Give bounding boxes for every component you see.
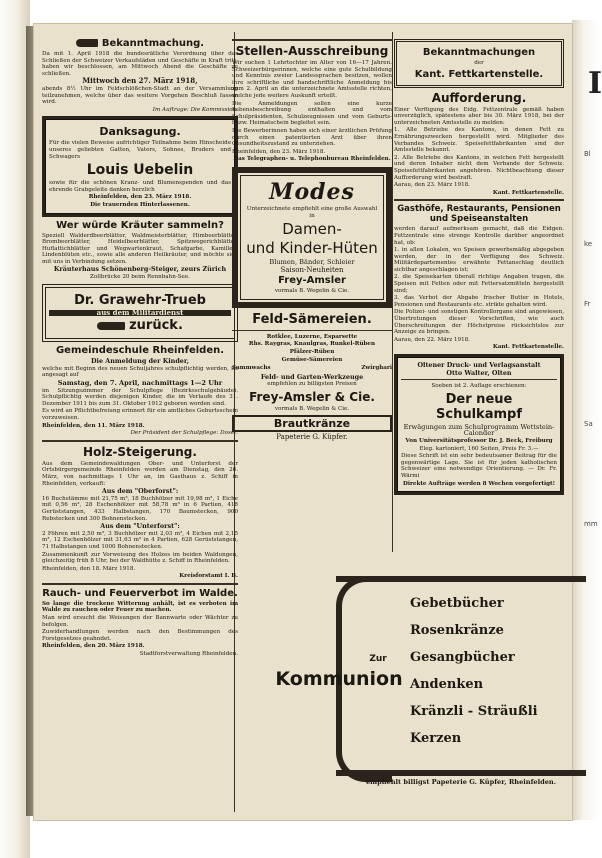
ad-holz-steigerung <box>42 445 238 580</box>
doctor-name: Dr. Grawehr-Trueb <box>74 292 206 308</box>
ad-danksagung <box>42 116 238 216</box>
ad-firm-sub: vormals B. Wegelin & Cie. <box>274 288 350 295</box>
ad-date-line: Samstag, den 7. April, nachmittags 1—2 Uhr <box>57 379 223 388</box>
ad-body: Da mit 1. April 1918 die bundesrätliche Verordnung über das Schließen der Schweizer Verkaufsläden und Geschäfte in Kraft tritt, haben wir beschlossen, am Mittwoch Abend die Geschäfte zu schließen. <box>42 51 238 77</box>
ad-body: Die Anmeldungen sollen eine kurze Lebensbeschreibung enthalten und vom Schulpräsidenten, Schulzeugnissen und vom Geburts- bezw. Heimatschein begleitet sein. <box>232 100 392 127</box>
ad-kommunion <box>242 564 564 804</box>
kommunion-zur: Zur <box>369 654 387 664</box>
ad-signature: Kreisforstamt I. B. <box>179 573 238 580</box>
ad-line: Rotklee, Luzerne, Esparsette <box>266 333 358 340</box>
ad-place-date: Rheinfelden, den 20. März 1918. <box>42 643 145 650</box>
book-author: Von Universitätsprofessor Dr. J. Beck, Freiburg <box>405 437 553 444</box>
ad-subtitle: aus dem Militärdienst <box>49 310 231 317</box>
ad-list-item: 1. in allen Lokalen, wo Speisen gewerbsmäßig abgegeben werden, der in der Verfügung des Schweiz. Militärdepartementes erwähnte Fettanschlag deutlich sichtbar angeschlagen ist; <box>394 247 564 273</box>
ad-list: 16 Buchstämme mit 21,75 m³, 18 Buchhölzer mit 19,98 m³, 1 Eiche mit 0,56 m³, 28 Eschenhölzer mit 58,78 m³ in 6 Partien, 418 Gerüststangen, 433 Halbstangen, 170 Baumstecken, 900 Rebstecken und 300 Bohnenstecken. <box>42 495 238 522</box>
ad-fettkartenstelle-header <box>394 39 564 88</box>
ad-stellen <box>232 44 392 163</box>
ad-body: sowie für die schönen Kranz- und Blumenspenden und das ehrende Grabgeleite danken herzlich <box>49 180 231 193</box>
ad-body: welche mit Beginn des neuen Schuljahres schulpflichtig werden, ist angesagt auf <box>42 365 238 379</box>
ad-title: Gemeindeschule Rheinfelden. <box>55 345 225 357</box>
ad-firm: Frey-Amsler <box>278 275 346 287</box>
ad-title: Brautkränze <box>232 415 392 432</box>
ad-kraeuter <box>42 220 238 281</box>
ad-line: Feld- und Garten-Werkzeuge <box>260 372 364 381</box>
kommunion-item: Gebetbücher <box>410 596 504 611</box>
ad-list-item: 1. Alle Betriebe des Kantons, in denen Fett zu Ernährungszwecken hergestellt wird. Mitglieder des Verbandes Schweiz. Speisefettfabrikanten sind der Amtsstelle bekannt. <box>394 127 564 154</box>
ad-brautkraenze <box>232 415 392 441</box>
side-fragment: ke <box>584 240 593 248</box>
ad-title: Stellen-Ausschreibung <box>235 44 389 58</box>
ad-subtitle: Aus dem "Oberforst": <box>101 487 179 496</box>
ad-title: Wer würde Kräuter sammeln? <box>56 219 224 231</box>
ad-footer: Direkte Aufträge werden 8 Wochen vorgefertigt! <box>402 480 556 487</box>
ad-body: So lange die trockene Witterung anhält, ist es verboten im Walde zu rauchen oder Feuer zu machen. <box>42 600 238 614</box>
ad-feld-saemereien <box>232 312 392 413</box>
ad-rauchverbot <box>42 588 238 658</box>
ad-body: abends 8½ Uhr im Feldschlößchen-Stadt an der Versammlung teilzunehmen, welche über das weitere Vorgehen Beschluß fassen wird. <box>42 85 238 106</box>
ad-headline: und Kinder-Hüten <box>246 239 378 258</box>
ad-date-line: Mittwoch den 27. März 1918, <box>82 76 198 86</box>
ad-firm-sub: vormals B. Wegelin & Cie. <box>274 406 350 413</box>
kommunion-footer: empfiehlt billigst Papeterie G. Küpfer, Rheinfelden. <box>365 778 557 786</box>
ad-schulkampf <box>394 354 564 495</box>
kommunion-item: Rosenkränze <box>410 623 504 638</box>
ad-items: Blumen, Bänder, Schleier <box>269 258 355 267</box>
ad-title: der <box>474 60 484 66</box>
ad-place-date: Rheinfelden, den 11. März 1918. <box>42 422 145 429</box>
ad-line: Sammwachs <box>232 365 271 372</box>
ad-signature: Kant. Fettkartenstelle. <box>492 344 564 351</box>
next-page-title: I <box>588 66 602 101</box>
deceased-name: Louis Uebelin <box>86 162 194 179</box>
ad-line: Pfälzer-Rüben <box>289 349 335 356</box>
column-rule <box>392 32 393 552</box>
ad-firm: Oltener Druck- und Verlagsanstalt <box>417 361 541 369</box>
kommunion-items <box>410 590 560 752</box>
ad-subtitle: Unterzeichnete empfiehlt eine große Auswahl in <box>246 205 378 219</box>
ad-line: Rhs. Raygras, Knaulgras, Runkel-Rüben <box>248 341 376 348</box>
ad-firm: Otto Walter, Olten <box>446 368 512 377</box>
ad-signature: Das Telegraphen- u. Telephonbureau Rheinfelden. <box>233 156 391 163</box>
side-fragment: Fr <box>584 300 591 308</box>
ad-title: Feld-Sämereien. <box>252 311 372 327</box>
ad-grawehr <box>42 284 238 343</box>
ad-line: Zwirghari <box>361 365 392 372</box>
ad-season: Saison-Neuheiten <box>280 265 344 274</box>
ad-list: 2 Föhren mit 2,50 m³, 3 Buchhölzer mit 2,03 m³, 4 Eichen mit 2,15 m³, 12 Eschenhölzer mit 31,63 m³ in 4 Partien, 628 Gerüststangen, 71 Halbstangen und 1000 Bohnenstecken. <box>42 530 238 550</box>
ad-signature: Stadtforstverwaltung Rheinfelden. <box>139 651 238 658</box>
ad-title: Rauch- und Feuerverbot im Walde. <box>42 587 238 599</box>
ad-place-date: Aarau, den 23. März 1918. <box>394 182 470 189</box>
column-middle <box>232 36 392 596</box>
ad-list-item: 2. Alle Betriebe des Kantons, in welchen Fett hergestellt und deren Inhaber nicht dem Verbande der Schweiz. Speisefettfabrikanten angehören. Nichtbeachtung dieser Aufforderung wird bestraft. <box>394 154 564 181</box>
ad-note: Zollbrücke 20 beim Rennbahn-See. <box>90 274 190 281</box>
kommunion-item: Kränzli - Sträußli <box>410 704 538 719</box>
ad-body: Speziell Walderdbeerblätter, Waldmeisterblätter, Himbeerblätter, Brombeerblätter, Heidelbeerblätter, Spitzwegerichblätter, Huflattichblätter und Wegwartenkraut, Schafgarbe, Kamillen, Lindenblüten etc., sowie alle anderen Heilkräuter, und möchte sich mit uns in Verbindung setzen. <box>42 232 238 265</box>
ad-place-date: Aarau, den 22. März 1918. <box>394 336 470 343</box>
book-subtitle: Erwägungen zum Schulprogramm Wettstein-Calonder <box>403 422 555 438</box>
ad-body: Zuwiderhandlungen werden nach den Bestimmungen des Forstgesetzes geahndet. <box>42 629 238 642</box>
ad-headline: Damen- <box>282 220 342 239</box>
ad-subtitle: Aus dem "Unterforst": <box>100 522 180 531</box>
ad-list-item: 3. das Verbot der Abgabe frischer Butter in Hotels, Pensionen und Restaurants etc. strikte gehalten wird. <box>394 295 564 308</box>
ad-title: Bekanntmachungen <box>422 47 536 58</box>
ad-return-word: zurück. <box>129 318 183 334</box>
ad-signature: Im Auftrage: Die Kommission. <box>152 106 238 113</box>
ad-line: Gemüse-Sämereien <box>281 356 343 363</box>
book-title: Der neue Schulkampf <box>436 391 522 422</box>
column-left <box>42 36 238 816</box>
bracket-bottom <box>336 770 586 776</box>
ad-place-date: Rheinfelden, den 18. März 1918. <box>42 565 136 572</box>
ad-heading: Aufforderung. <box>431 90 527 105</box>
ad-title: Bekanntmachung. <box>101 38 205 49</box>
ad-note: Soeben ist 2. Auflage erschienen: <box>431 383 527 390</box>
ad-body: werden darauf aufmerksam gemacht, daß die Eidgen. Fettzentrale eine strenge Kontrolle darüber angeordnet hat, ob: <box>394 226 564 246</box>
ad-body: Diese Schrift ist ein sehr bedeutsamer Beitrag für die gegenwärtige Lage. Sie ist für jeden katholischen Schweizer eine notwendige Orientierung. — Dr. Fr. Wärmi <box>401 453 557 479</box>
ad-aufforderung <box>394 91 564 197</box>
ad-firm: Papeterie G. Küpfer. <box>276 432 348 441</box>
ad-title: Kant. Fettkartenstelle. <box>414 68 544 80</box>
newspaper-page <box>34 24 572 820</box>
bracket-top <box>336 576 586 582</box>
ad-signature: Kant. Fettkartenstelle. <box>492 189 564 196</box>
side-fragment: Sa <box>584 420 593 428</box>
ad-body: Die Polizei- und sonstigen Kontrollorgane sind angewiesen, Übertretungen dieser Vorschriften, wie auch Überschreitungen der Höchstpreise rücksichtslos zur Anzeige zu bringen. <box>394 309 564 336</box>
ad-signature: Der Präsident der Schulpflege: Doser. <box>130 430 238 437</box>
ad-title: Gasthöfe, Restaurants, Pensionen und Speiseanstalten <box>397 204 561 225</box>
ad-body: Einer Verfügung des Eidg. Fettzentrale gemäß haben unverzüglich, spätestens aber bis 30. März 1918, bei der unterzeichneten Amtsstelle zu melden: <box>394 106 564 126</box>
ad-bekanntmachung <box>42 38 238 113</box>
ad-body: Wir suchen 1 Lehrtochter im Alter von 16—17 Jahren. Schweizerbürgerinnen, welche eine gute Schulbildung und Kenntnis zweier Landessprachen besitzen, wollen ihre schriftliche und handschriftliche Anmeldung bis zum 2. April an die unterzeichnete Amtsstelle richten, welche jede weitere Auskunft erteilt. <box>232 60 392 99</box>
ad-body: Für die vielen Beweise aufrichtiger Teilnahme beim Hinscheide unseres geliebten Gatten, Vaters, Sohnes, Bruders und Schwagers <box>49 140 231 160</box>
column-right <box>394 36 564 576</box>
ad-body: Zusammenkunft zur Vorweisung des Holzes im beiden Waldungen, gleichzeitig früh 8 Uhr, bei der Waldhütte z. Schiff in Rheinfelden. <box>42 551 238 565</box>
pointing-hand-icon <box>97 322 125 330</box>
ad-body: im Sitzungszimmer der Schulpflege (Bezirksschulgebäude). Schulpflichtig werden diejenigen Kinder, die im Verlaufe des 31. Dezember 1911 bis zum 31. Oktober 1912 geboren worden sind. <box>42 387 238 407</box>
side-fragment: mm <box>584 520 598 528</box>
ad-body: Es wird an Pflichtbefreiung erinnert für ein amtliches Geburtsschein vorzuweisen. <box>42 408 238 421</box>
kommunion-item: Kerzen <box>410 731 462 746</box>
kommunion-item: Gesangbücher <box>410 650 515 665</box>
ad-title: Holz-Steigerung. <box>83 444 197 459</box>
ad-modes <box>232 167 392 308</box>
ad-place-date: Rheinfelden, den 23. März 1918. <box>88 194 192 201</box>
ad-firm: Frey-Amsler & Cie. <box>249 390 375 405</box>
ad-list-item: 2. die Speisekarten überall richtige Angaben tragen, die Speisen mit Fetten oder mit Fettersatzmitteln hergestellt sind; <box>394 274 564 294</box>
book-info: Eleg. kartoniert, 160 Seiten, Preis Fr. 3.— <box>419 445 539 452</box>
pointing-hand-icon <box>76 39 98 47</box>
ad-body: Man wird ersucht die Weisungen der Bannwarte oder Wächter zu befolgen. <box>42 615 238 628</box>
ad-gemeindeschule <box>42 345 238 437</box>
ad-body: Aus dem Gemeindewaldungen Ober- und Unterforst der Ortsbürgergemeinde Rheinfelden werden am Dienstag, den 26. März, von nachmittags 1 Uhr an, im Gasthaus z. Schiff in Rheinfelden, verkauft: <box>42 460 238 487</box>
ad-firm: Kräuterhaus Schönenberg-Steiger, zeurs Zürich <box>53 265 227 274</box>
ad-signature: Die trauernden Hinterlassenen. <box>90 201 190 208</box>
ad-gasthoefe <box>394 204 564 351</box>
ad-title: Danksagung. <box>99 125 181 139</box>
ad-line: empfehlen zu billigsten Preisen <box>267 381 357 388</box>
ad-subtitle: Die Anmeldung der Kinder, <box>91 357 189 366</box>
kommunion-title: Kommunion <box>275 668 403 690</box>
ad-place-date: Rheinfelden, den 23. März 1918. <box>232 148 326 155</box>
ad-body: Die Bewerberinnen haben sich einer ärztlichen Prüfung durch einen patentierten Arzt über ihren Gesundheitszustand zu unterziehen. <box>232 127 392 148</box>
kommunion-item: Andenken <box>410 677 484 692</box>
ad-title: Modes <box>269 178 355 205</box>
side-fragment: Bl <box>584 150 591 158</box>
